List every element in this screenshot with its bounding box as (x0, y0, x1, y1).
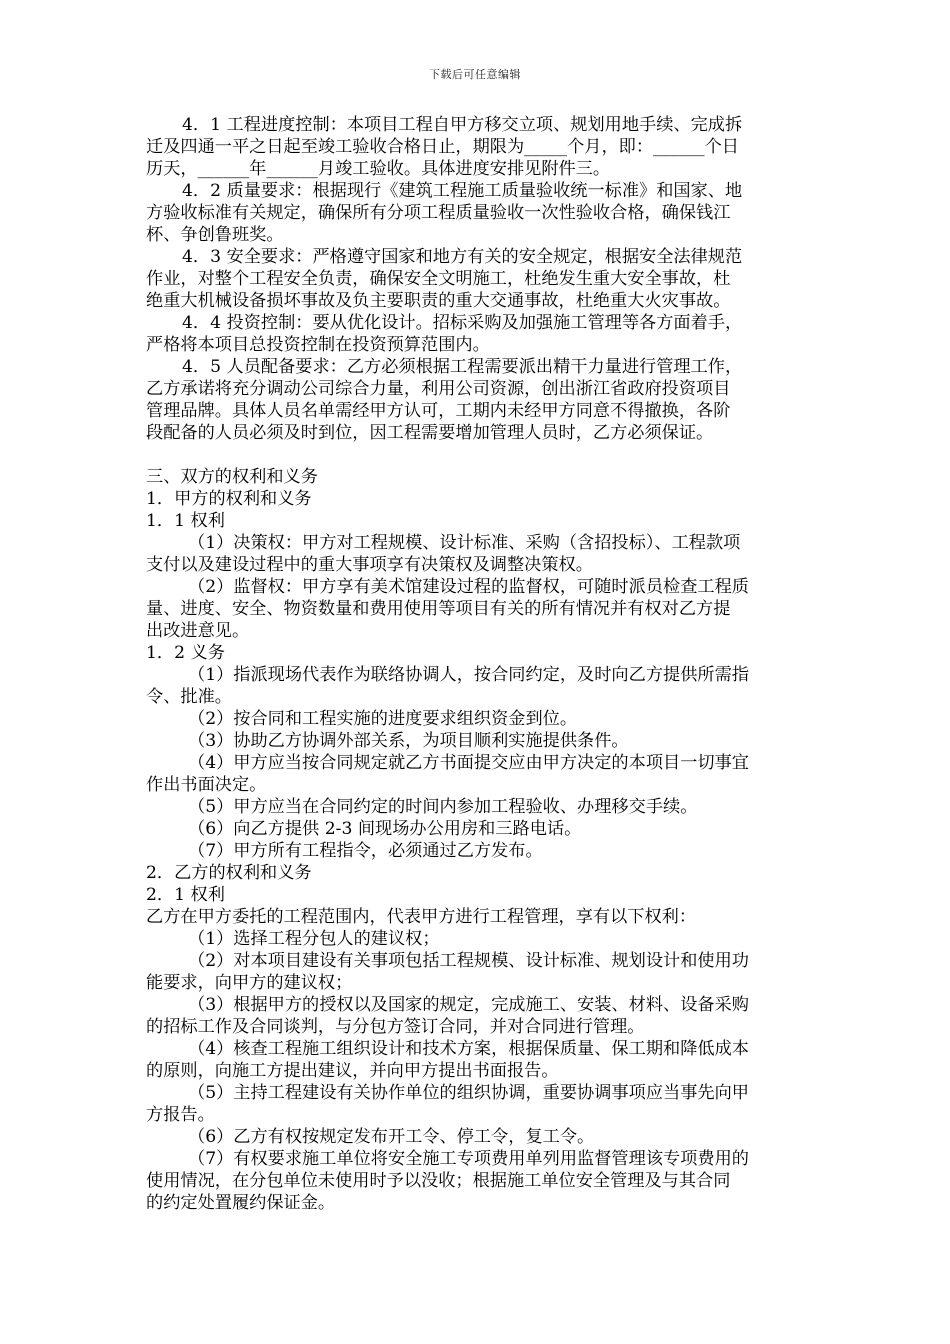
text-line: 方验收标准有关规定，确保所有分项工程质量验收一次性验收合格，确保钱江 (146, 203, 731, 223)
text-line: 段配备的人员必须及时到位，因工程需要增加管理人员时，乙方必须保证。 (146, 423, 714, 443)
text-line: 方报告。 (146, 1105, 215, 1125)
text-line: 4．2 质量要求：根据现行《建筑工程施工质量验收统一标准》和国家、地 (182, 181, 743, 201)
text-line: 乙方承诺将充分调动公司综合力量，利用公司资源，创出浙江省政府投资项目 (146, 379, 731, 399)
text-line: （4）核查工程施工组织设计和技术方案，根据保质量、保工期和降低成本 (188, 1039, 749, 1059)
text-line: （1）指派现场代表作为联络协调人，按合同约定，及时向乙方提供所需指 (188, 665, 749, 685)
text-line: 能要求，向甲方的建议权； (146, 973, 353, 993)
text-line: 2．1 权利 (146, 885, 225, 905)
text-line: 量、进度、安全、物资数量和费用使用等项目有关的所有情况并有权对乙方提 (146, 599, 731, 619)
text-line: （2）按合同和工程实施的进度要求组织资金到位。 (188, 709, 578, 729)
text-line: （3）根据甲方的授权以及国家的规定，完成施工、安装、材料、设备采购 (188, 995, 749, 1015)
text-line: 管理品牌。具体人员名单需经甲方认可，工期内未经甲方同意不得撤换，各阶 (146, 401, 731, 421)
text-line: 4．4 投资控制：要从优化设计。招标采购及加强施工管理等各方面着手， (182, 313, 743, 333)
text-line: 1．2 义务 (146, 643, 225, 663)
text-line: 4．1 工程进度控制：本项目工程自甲方移交立项、规划用地手续、完成拆 (182, 115, 743, 135)
text-line: 4．5 人员配备要求：乙方必须根据工程需要派出精干力量进行管理工作， (182, 357, 743, 377)
text-line: 作业，对整个工程安全负责，确保安全文明施工，杜绝发生重大安全事故，杜 (146, 269, 731, 289)
text-line: 绝重大机械设备损坏事故及负主要职责的重大交通事故，杜绝重大火灾事故。 (146, 291, 731, 311)
text-line: （3）协助乙方协调外部关系，为项目顺利实施提供条件。 (188, 731, 629, 751)
text-line: 历天，______年______月竣工验收。具体进度安排见附件三。 (146, 159, 611, 179)
blank-line (146, 444, 812, 466)
text-line: 令、批准。 (146, 687, 232, 707)
text-line: 作出书面决定。 (146, 775, 267, 795)
text-line: （7）有权要求施工单位将安全施工专项费用单列用监督管理该专项费用的 (188, 1149, 749, 1169)
text-line: 的招标工作及合同谈判，与分包方签订合同，并对合同进行管理。 (146, 1017, 645, 1037)
text-line: 2．乙方的权利和义务 (146, 863, 312, 883)
text-line: （5）甲方应当在合同约定的时间内参加工程验收、办理移交手续。 (188, 797, 698, 817)
page-header: 下载后可任意编辑 (429, 68, 521, 81)
text-line: 支付以及建设过程中的重大事项享有决策权及调整决策权。 (146, 555, 593, 575)
text-line: 的原则，向施工方提出建议，并向甲方提出书面报告。 (146, 1061, 559, 1081)
text-line: 的约定处置履约保证金。 (146, 1193, 336, 1213)
text-line: （4）甲方应当按合同规定就乙方书面提交应由甲方决定的本项目一切事宜 (188, 753, 749, 773)
text-line: 出改进意见。 (146, 621, 250, 641)
text-line: （1）选择工程分包人的建议权； (188, 929, 440, 949)
text-line: 乙方在甲方委托的工程范围内，代表甲方进行工程管理，享有以下权利： (146, 907, 697, 927)
text-line: 4．3 安全要求：严格遵守国家和地方有关的安全规定，根据安全法律规范 (182, 247, 743, 267)
text-line: （5）主持工程建设有关协作单位的组织协调，重要协调事项应当事先向甲 (188, 1083, 749, 1103)
text-line: （7）甲方所有工程指令，必须通过乙方发布。 (188, 841, 543, 861)
text-line: 三、双方的权利和义务 (146, 467, 318, 487)
text-line: 使用情况，在分包单位未使用时予以没收；根据施工单位安全管理及与其合同 (146, 1171, 731, 1191)
text-line: （6）乙方有权按规定发布开工令、停工令，复工令。 (188, 1127, 595, 1147)
text-line: （1）决策权：甲方对工程规模、设计标准、采购（含招投标）、工程款项 (188, 533, 741, 553)
text-line: 迁及四通一平之日起至竣工验收合格日止，期限为_____个月，即：______个日 (146, 137, 739, 157)
document-body (146, 114, 812, 1214)
text-line: 严格将本项目总投资控制在投资预算范围内。 (146, 335, 490, 355)
text-line: （2）对本项目建设有关事项包括工程规模、设计标准、规划设计和使用功 (188, 951, 749, 971)
text-line: 1．甲方的权利和义务 (146, 489, 312, 509)
text-line: （2）监督权：甲方享有美术馆建设过程的监督权，可随时派员检查工程质 (188, 577, 749, 597)
text-line: （6）向乙方提供 2-3 间现场办公用房和三路电话。 (188, 819, 582, 839)
text-line: 1．1 权利 (146, 511, 225, 531)
text-line: 杯、争创鲁班奖。 (146, 225, 284, 245)
